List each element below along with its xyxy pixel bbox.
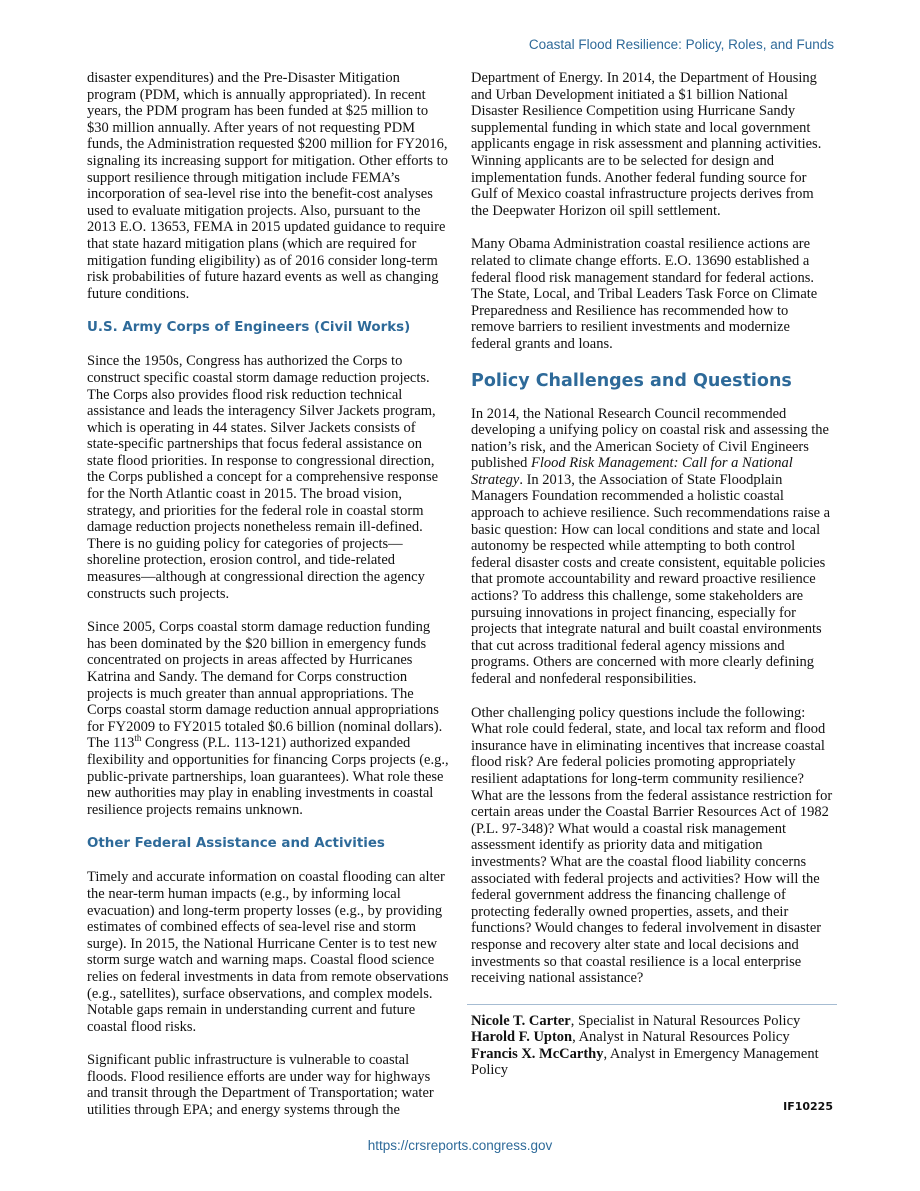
author-line — [471, 1013, 833, 1030]
footer-url-link[interactable]: https://crsreports.congress.gov — [367, 1138, 553, 1153]
left-column — [87, 70, 449, 1136]
author-name: Francis X. McCarthy — [471, 1045, 604, 1062]
paragraph-nrc-recommendation — [471, 406, 833, 688]
author-divider — [467, 1004, 837, 1005]
author-name: Nicole T. Carter — [471, 1012, 571, 1029]
running-header: Coastal Flood Resilience: Policy, Roles, and Funds — [528, 37, 834, 52]
author-role: , Analyst in Emergency Management Policy — [471, 1045, 819, 1079]
right-column — [471, 70, 833, 1116]
paragraph-corps-authority: Since the 1950s, Congress has authorized the Corps to construct specific coastal storm damage reduction projects. The Corps also provides flood risk reduction technical assistance and leads the interagency Silver Jackets program, which is operating in 44 states. Silver Jackets consists of state-specific partnerships that focus federal assistance on state flood priorities. In response to congressional direction, the Corps published a concept for a comprehensive response for the North Atlantic coast in 2015. The broad vision, strategy, and priorities for the federal role in coastal storm damage reduction projects nonetheless remain ill-defined. There is no guiding policy for categories of projects—shoreline protection, erosion control, and tide-related measures—although at congressional direction the agency constructs such projects. — [87, 353, 439, 602]
author-line — [471, 1046, 833, 1079]
author-name: Harold F. Upton — [471, 1029, 573, 1046]
nrc-text-a: In 2014, the National Research Council recommended developing a unifying policy on coastal risk and assessing the nation’s risk, and the American Society of Civil Engineers published — [471, 405, 829, 472]
author-line — [471, 1029, 833, 1046]
paragraph-obama-actions: Many Obama Administration coastal resilience actions are related to climate change efforts. E.O. 13690 established a federal flood risk management standard for federal actions. The State, Local, and Tribal Leaders Task Force on Climate Preparedness and Resilience has recommended how to remove barriers to resilient investments and modernize federal grants and loans. — [471, 236, 818, 352]
heading-other-assistance: Other Federal Assistance and Activities — [87, 836, 385, 852]
author-role: , Specialist in Natural Resources Policy — [570, 1012, 801, 1029]
document-id: IF10225 — [783, 1100, 833, 1114]
paragraph-pdm: disaster expenditures) and the Pre-Disaster Mitigation program (PDM, which is annually appropriated). In recent years, the PDM program has been funded at $25 million to $30 million annually. After years of not requesting PDM funds, the Administration requested $200 million for FY2016, signaling its increasing support for mitigation. Other efforts to support resilience through mitigation include FEMA’s incorporation of sea-level rise into the benefit-cost analyses used to evaluate mitigation projects. Also, pursuant to the 2013 E.O. 13653, FEMA in 2015 updated guidance to require that state hazard mitigation plans (which are required for mitigation funding eligibility) as of 2016 consider long-term risk probabilities of future hazard events as well as changing future conditions. — [87, 70, 448, 302]
paragraph-policy-questions: Other challenging policy questions include the following: What role could federal, state, and local tax reform and flood insurance have in eliminating incentives that increase coastal flood risk? Are federal policies promoting appropriately resilient adaptations for long-term community resilience? What are the lessons from the federal assistance restriction for certain areas under the Coastal Barrier Resources Act of 1982 (P.L. 97-348)? What would a coastal risk management assessment identify as priority data and mitigation investments? What are the coastal flood liability concerns associated with federal projects and activities? How will the federal government address the financing challenge of protecting federally owned properties, assets, and their functions? Would changes to federal involvement in disaster response and recovery alter state and local decisions and investments so that coastal resilience is a local enterprise receiving national assistance? — [471, 704, 833, 987]
report-title-italic: Flood Risk Management: Call for a National Strategy — [471, 455, 793, 488]
heading-corps: U.S. Army Corps of Engineers (Civil Works) — [87, 320, 411, 336]
paragraph-flood-information: Timely and accurate information on coastal flooding can alter the near-term human impacts (e.g., by informing local evacuation) and long-term property losses (e.g., by providing estimates of combined effects of sea-level rise and storm surge). In 2015, the National Hurricane Center is to test new storm surge watch and warning maps. Coastal flood science relies on federal investments in data from remote observations (e.g., satellites), surface observations, and complex models. Notable gaps remain in understanding current and future coastal flood risks. — [87, 869, 449, 1035]
paragraph-infrastructure: Significant public infrastructure is vulnerable to coastal floods. Flood resilience efforts are under way for highways and transit through the Department of Transportation; water utilities through EPA; and energy systems through the — [87, 1052, 434, 1119]
paragraph-corps-funding — [87, 619, 449, 818]
heading-policy-challenges: Policy Challenges and Questions — [471, 370, 792, 391]
superscript-th: th — [134, 733, 142, 744]
corps-funding-text-b: Congress (P.L. 113-121) authorized expanded flexibility and opportunities for financing Corps projects (e.g., public-private partnerships, loan guarantees). What role these new authorities may play in enabling investments in coastal resilience projects remains unknown. — [87, 735, 449, 818]
author-list — [471, 1013, 833, 1079]
paragraph-hud-competition: Department of Energy. In 2014, the Department of Housing and Urban Development initiated a $1 billion National Disaster Resilience Competition using Hurricane Sandy supplemental funding in which state and local government applicants engage in risk assessment and planning activities. Winning applicants are to be selected for design and implementation funds. Another federal funding source for Gulf of Mexico coastal infrastructure projects derives from the Deepwater Horizon oil spill settlement. — [471, 70, 822, 219]
corps-funding-text-a: Since 2005, Corps coastal storm damage reduction funding has been dominated by the $20 billion in emergency funds concentrated on projects in areas affected by Hurricanes Katrina and Sandy. The demand for Corps construction projects is much greater than annual appropriations. The Corps coastal storm damage reduction annual appropriations for FY2009 to FY2015 totaled $0.6 billion (nominal dollars). The 113 — [87, 619, 443, 752]
author-role: , Analyst in Natural Resources Policy — [572, 1029, 790, 1046]
nrc-text-b: . In 2013, the Association of State Floodplain Managers Foundation recommended a holistic coastal approach to achieve resilience. Such recommendations raise a basic question: How can local conditions and state and local autonomy be respected while attempting to both control federal disaster costs and create consistent, equitable policies that promote accountability and reward proactive resilience actions? To address this challenge, some stakeholders are pursuing innovations in project financing, especially for projects that integrate natural and built coastal environments that cut across traditional federal agency missions and programs. Others are concerned with more clearly defining federal and nonfederal responsibilities. — [471, 471, 831, 687]
